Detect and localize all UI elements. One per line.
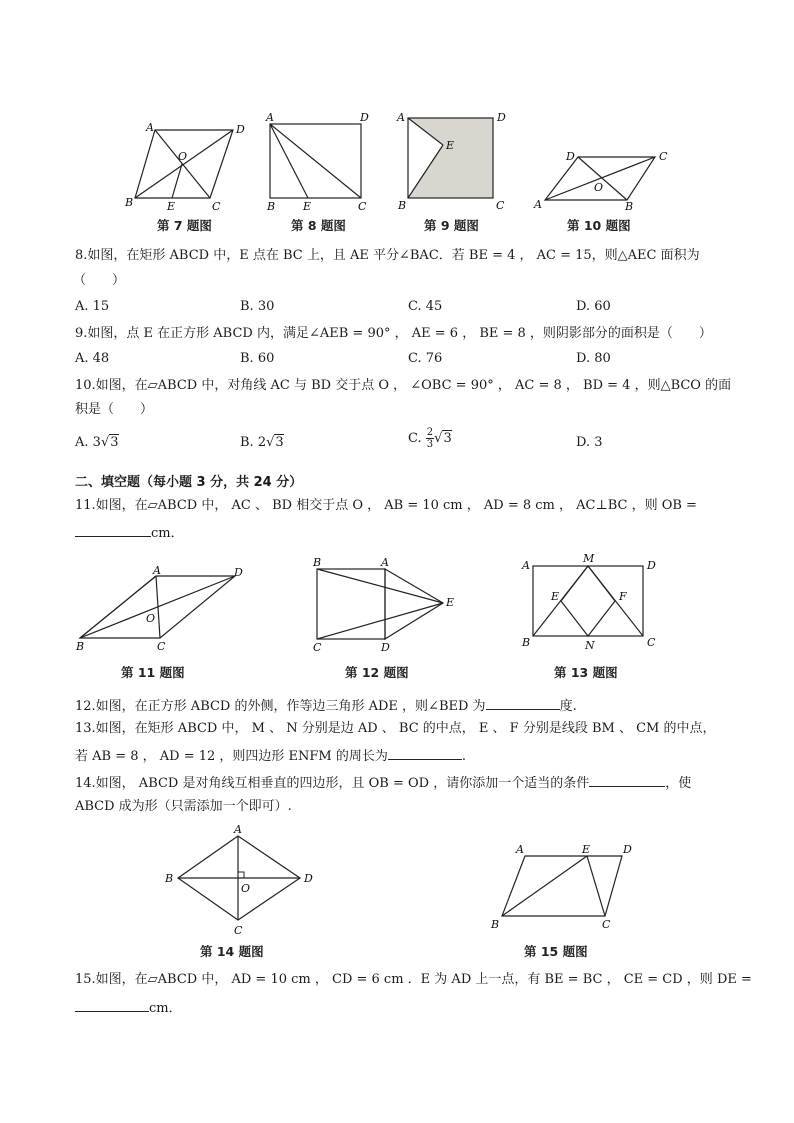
svg-text:E: E — [167, 200, 176, 213]
svg-text:B: B — [267, 200, 276, 213]
caption-fig13: 第 13 题图 — [554, 665, 618, 680]
figure-13 — [515, 550, 665, 650]
q9-option-d: D. 80 — [576, 351, 611, 366]
q8-paren: （ ） — [73, 273, 126, 288]
q8-option-b: B. 30 — [240, 299, 275, 314]
svg-text:D: D — [360, 111, 369, 124]
q9-option-c: C. 76 — [408, 351, 443, 366]
figure-8 — [260, 110, 375, 215]
caption-fig12: 第 12 题图 — [345, 665, 409, 680]
q9-option-a: A. 48 — [75, 351, 110, 366]
caption-fig15: 第 15 题图 — [524, 944, 588, 959]
q14-stem-line2: ABCD 成为形（只需添加一个即可）. — [75, 799, 292, 814]
svg-text:A: A — [146, 121, 154, 134]
svg-text:C: C — [496, 199, 505, 212]
svg-text:M: M — [583, 552, 595, 565]
figure-14 — [160, 822, 320, 937]
figure-7 — [120, 118, 250, 213]
q15-answer-line: cm． — [75, 997, 182, 1018]
q12-line: 12.如图，在正方形 ABCD 的外侧，作等边三角形 ADE ，则∠BED 为 度. — [75, 695, 577, 716]
svg-text:C: C — [313, 641, 322, 654]
svg-text:F: F — [619, 590, 627, 603]
svg-text:C: C — [212, 200, 221, 213]
svg-text:A: A — [234, 823, 242, 836]
figure-12 — [305, 553, 465, 653]
svg-text:D: D — [236, 123, 245, 136]
svg-text:C: C — [647, 636, 656, 649]
answer-blank[interactable] — [75, 997, 149, 1012]
svg-text:B: B — [313, 556, 322, 569]
figure-10 — [530, 140, 680, 212]
q10-option-a: A. 3√3 — [75, 435, 119, 450]
caption-fig7: 第 7 题图 — [157, 218, 212, 233]
answer-blank[interactable] — [388, 745, 462, 760]
caption-fig10: 第 10 题图 — [567, 218, 631, 233]
svg-text:C: C — [157, 640, 166, 653]
svg-text:B: B — [398, 199, 407, 212]
figure-11 — [68, 562, 258, 657]
q11-answer-line: cm． — [75, 522, 184, 543]
svg-text:B: B — [491, 918, 500, 931]
q13-stem-line2: 若 AB = 8 ， AD = 12 ，则四边形 ENFM 的周长为 . — [75, 745, 466, 766]
svg-text:D: D — [234, 566, 243, 579]
svg-text:O: O — [594, 181, 604, 194]
svg-text:D: D — [647, 559, 656, 572]
q10-option-b: B. 2√3 — [240, 435, 284, 450]
svg-text:E: E — [582, 843, 591, 856]
q8-stem: 8.如图，在矩形 ABCD 中，E 点在 BC 上，且 AE 平分∠BAC．若 BE = 4 ， AC = 15，则△AEC 面积为 — [75, 248, 700, 263]
svg-text:D: D — [623, 843, 632, 856]
section-title: 二、填空题（每小题 3 分，共 24 分） — [75, 475, 303, 490]
q10-stem-line1: 10.如图，在▱ABCD 中，对角线 AC 与 BD 交于点 O ， ∠OBC = 90° ， AC = 8 ， BD = 4 ，则△BCO 的面 — [75, 378, 732, 393]
figure-15 — [485, 838, 645, 933]
svg-text:A: A — [266, 111, 274, 124]
svg-text:E: E — [551, 590, 560, 603]
svg-text:D: D — [304, 872, 313, 885]
caption-fig11: 第 11 题图 — [121, 665, 185, 680]
svg-text:D: D — [566, 150, 575, 163]
svg-text:B: B — [625, 200, 634, 213]
svg-text:A: A — [534, 198, 542, 211]
q15-stem: 15.如图，在▱ABCD 中， AD = 10 cm ， CD = 6 cm ．E 为 AD 上一点，有 BE = BC ， CE = CD ，则 DE = — [75, 972, 752, 987]
svg-text:B: B — [165, 872, 174, 885]
caption-fig8: 第 8 题图 — [291, 218, 346, 233]
q10-option-d: D. 3 — [576, 435, 603, 450]
svg-text:E: E — [446, 139, 455, 152]
q8-option-c: C. 45 — [408, 299, 443, 314]
q9-stem: 9.如图，点 E 在正方形 ABCD 内，满足∠AEB = 90° ， AE = 6 ， BE = 8 ，则阴影部分的面积是（ ） — [75, 326, 712, 341]
caption-fig9: 第 9 题图 — [424, 218, 479, 233]
answer-blank[interactable] — [486, 695, 560, 710]
q10-stem-line2: 积是（ ） — [75, 402, 154, 417]
svg-text:C: C — [358, 200, 367, 213]
answer-blank[interactable] — [75, 522, 151, 537]
q9-option-b: B. 60 — [240, 351, 275, 366]
svg-text:O: O — [241, 882, 251, 895]
svg-text:O: O — [178, 150, 188, 163]
q8-option-d: D. 60 — [576, 299, 611, 314]
svg-text:A: A — [381, 556, 389, 569]
svg-text:C: C — [234, 924, 243, 937]
svg-text:E: E — [446, 596, 455, 609]
svg-text:D: D — [381, 641, 390, 654]
svg-text:B: B — [125, 196, 134, 209]
svg-text:B: B — [76, 640, 85, 653]
q13-stem-line1: 13.如图，在矩形 ABCD 中， M 、 N 分别是边 AD 、 BC 的中点， E 、 F 分别是线段 BM 、 CM 的中点， — [75, 721, 716, 736]
q14-stem-line1: 14.如图， ABCD 是对角线互相垂直的四边形，且 OB = OD ，请你添加一个适当的条件 ，使 — [75, 772, 691, 793]
svg-text:A: A — [397, 111, 405, 124]
svg-text:O: O — [146, 612, 156, 625]
fraction: $\frac{2}{3}$ — [426, 427, 434, 450]
svg-text:C: C — [659, 150, 668, 163]
svg-text:A: A — [153, 564, 161, 577]
svg-text:E: E — [303, 200, 312, 213]
q10-option-c: C. $\frac{2}{3}$ √3 — [408, 427, 452, 450]
q8-option-a: A. 15 — [75, 299, 110, 314]
svg-text:C: C — [602, 918, 611, 931]
figure-9 — [393, 110, 518, 215]
svg-text:D: D — [497, 111, 506, 124]
svg-text:A: A — [516, 843, 524, 856]
q11-stem: 11.如图，在▱ABCD 中， AC 、 BD 相交于点 O ， AB = 10 cm ， AD = 8 cm ， AC⊥BC ，则 OB = — [75, 498, 697, 513]
svg-text:N: N — [585, 639, 595, 652]
answer-blank[interactable] — [589, 772, 665, 787]
caption-fig14: 第 14 题图 — [200, 944, 264, 959]
svg-text:A: A — [522, 559, 530, 572]
svg-text:B: B — [522, 636, 531, 649]
